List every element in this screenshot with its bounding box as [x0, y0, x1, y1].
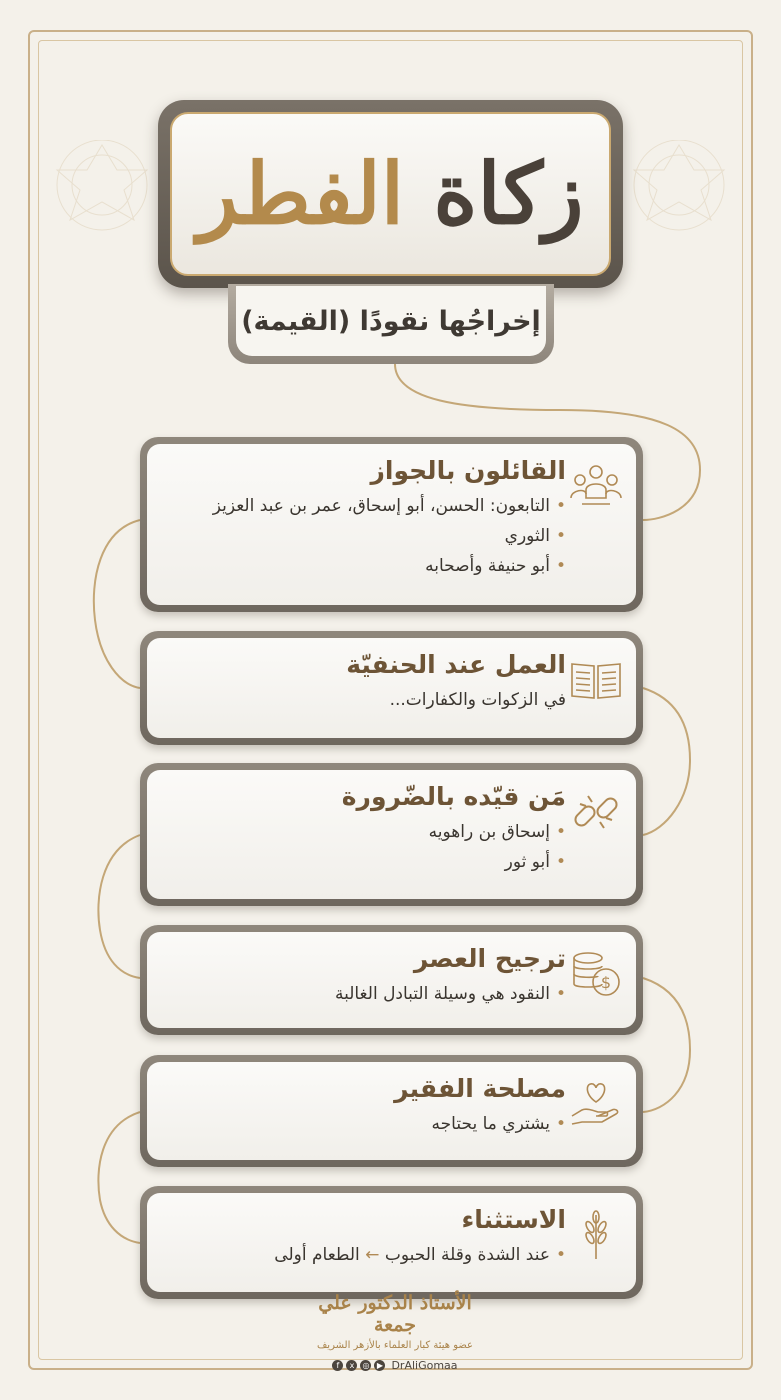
card-list	[163, 491, 566, 581]
exception-result: الطعام أولى	[274, 1245, 360, 1265]
people-icon	[568, 458, 624, 514]
list-item: • النقود هي وسيلة التبادل الغالبة	[163, 979, 566, 1009]
signature-block	[310, 1292, 480, 1372]
title-box	[158, 100, 623, 288]
card-title: العمل عند الحنفيّة	[346, 650, 566, 679]
heart-hand-icon	[568, 1076, 624, 1132]
title-main: زكاة	[433, 144, 584, 243]
card-title: ترجيح العصر	[413, 944, 566, 973]
title-accent: الفطر	[197, 144, 405, 243]
list-item: • يشتري ما يحتاجه	[163, 1109, 566, 1139]
card-poor-interest	[140, 1055, 643, 1167]
open-book-icon	[568, 652, 624, 708]
list-item: • أبو ثور	[163, 847, 566, 877]
page-title	[197, 144, 584, 243]
exception-condition: عند الشدة وقلة الحبوب	[384, 1245, 550, 1265]
list-item	[163, 1240, 566, 1270]
card-text-line: في الزكوات والكفارات...	[389, 690, 566, 710]
list-item: • أبو حنيفة وأصحابه	[163, 551, 566, 581]
instagram-icon[interactable]: ◎	[360, 1360, 371, 1371]
subtitle-inner	[236, 286, 546, 356]
card-title: القائلون بالجواز	[370, 456, 566, 485]
facebook-icon[interactable]: f	[332, 1360, 343, 1371]
svg-text:$: $	[600, 973, 612, 992]
card-necessity-restriction	[140, 763, 643, 906]
card-list	[163, 979, 566, 1009]
card-title: مصلحة الفقير	[394, 1074, 566, 1103]
card-list	[163, 1109, 566, 1139]
subtitle-box	[228, 284, 554, 364]
social-handle[interactable]: DrAliGomaa	[391, 1359, 458, 1372]
social-links	[310, 1359, 480, 1372]
card-title: مَن قيّده بالضّرورة	[341, 782, 566, 811]
broken-chain-icon	[568, 784, 624, 840]
page-subtitle: إخراجُها نقودًا (القيمة)	[241, 305, 541, 337]
list-item: • التابعون: الحسن، أبو إسحاق، عمر بن عبد العزيز	[163, 491, 566, 521]
card-permitters	[140, 437, 643, 612]
title-inner	[170, 112, 611, 276]
coins-icon	[568, 946, 624, 1002]
card-modern-preference	[140, 925, 643, 1035]
author-name: الأستاذ الدكتور علي جمعة	[318, 1292, 472, 1336]
card-text	[163, 685, 566, 715]
card-hanafi-practice	[140, 631, 643, 745]
list-item: • إسحاق بن راهويه	[163, 817, 566, 847]
wheat-icon	[568, 1207, 624, 1263]
author-title: عضو هيئة كبار العلماء بالأزهر الشريف	[316, 1340, 474, 1351]
youtube-icon[interactable]: ▶	[374, 1360, 385, 1371]
card-exception	[140, 1186, 643, 1299]
list-item: • الثوري	[163, 521, 566, 551]
card-list	[163, 1240, 566, 1270]
x-icon[interactable]: x	[346, 1360, 357, 1371]
arrow-left-icon: ←	[365, 1245, 380, 1265]
card-list	[163, 817, 566, 877]
card-title: الاستثناء	[461, 1205, 566, 1234]
